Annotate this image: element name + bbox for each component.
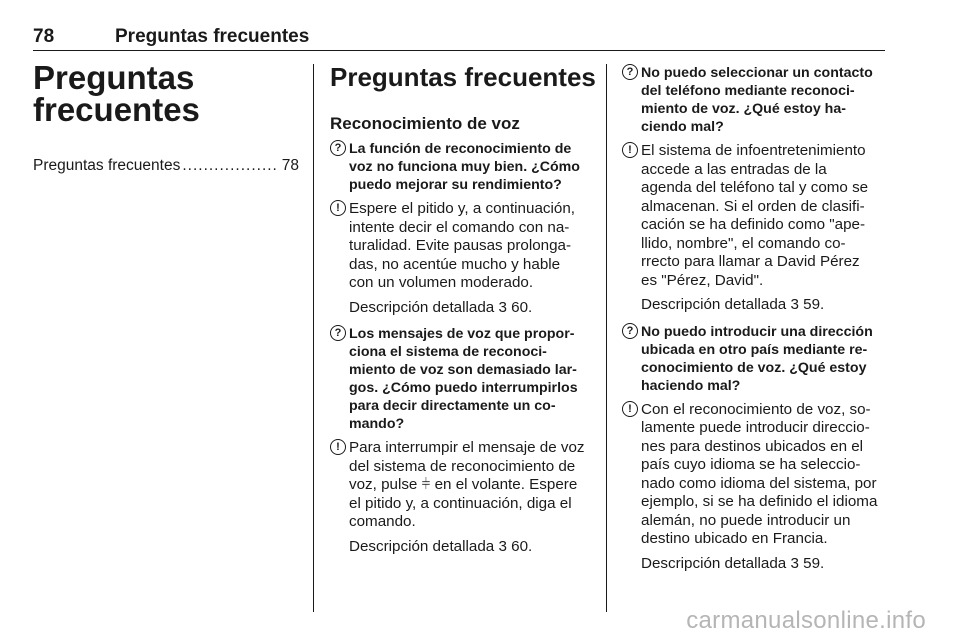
answer-line: Con el reconocimiento de voz, so- [641, 400, 871, 418]
toc-entry[interactable] [33, 157, 299, 175]
chapter-title-line: Preguntas [33, 59, 195, 96]
chapter-title-line: frecuentes [33, 91, 200, 128]
answer-line: el pitido y, a continuación, diga el [349, 494, 572, 512]
answer-line: en el volante. Espere [434, 476, 578, 493]
column-divider-2 [606, 64, 607, 612]
answer-line: del sistema de reconocimiento de [349, 457, 576, 475]
question-block [330, 325, 592, 433]
toc-leader-dots: .................. [182, 157, 278, 174]
answer-line: alemán, no puede introducir un [641, 511, 851, 529]
answer-line: Para interrumpir el mensaje de voz [349, 439, 585, 456]
reference-page: 59. [803, 296, 825, 313]
cross-reference[interactable] [330, 538, 592, 557]
question-circle-icon: ? [330, 140, 346, 156]
cross-reference[interactable] [622, 296, 886, 315]
running-title: Preguntas frecuentes [115, 26, 310, 47]
question-circle-icon: ? [622, 64, 638, 80]
exclamation-circle-icon: ! [330, 439, 346, 455]
question-line: miento de voz. ¿Qué estoy ha- [641, 101, 846, 117]
page-header [33, 26, 885, 51]
answer-line: agenda del teléfono tal y como se [641, 179, 869, 196]
reference-text: Descripción detallada [349, 298, 495, 316]
answer-line: ejemplo, si se ha definido el idioma [641, 493, 878, 510]
question-line: para decir directamente un co- [349, 398, 556, 414]
question-line: No puedo introducir una dirección [641, 323, 873, 340]
answer-line: Espere el pitido y, a continuación, [349, 200, 575, 217]
reference-text: Descripción detallada [641, 296, 787, 313]
cross-reference[interactable] [330, 299, 592, 318]
question-line: haciendo mal? [641, 377, 741, 394]
answer-block [330, 200, 592, 293]
content-column-1 [330, 62, 596, 564]
question-line: puedo mejorar su rendimiento? [349, 177, 562, 193]
answer-line: nes para destinos ubicados en el [641, 437, 864, 455]
answer-line: turalidad. Evite pausas prolonga- [349, 237, 572, 254]
section-title: Preguntas frecuentes [330, 62, 596, 92]
chapter-title [33, 59, 299, 128]
answer-line: intente decir el comando con na- [349, 218, 570, 236]
question-circle-icon: ? [622, 323, 638, 339]
reference-arrow-icon: 3 [498, 537, 507, 555]
chapter-column [33, 59, 299, 175]
question-block [622, 64, 886, 136]
watermark: carmanualsonline.info [686, 607, 926, 634]
answer-line: destino ubicado en Francia. [641, 530, 828, 547]
reference-arrow-icon: 3 [498, 298, 507, 316]
reference-text: Descripción detallada [349, 537, 495, 555]
question-line: Los mensajes de voz que propor- [349, 326, 575, 342]
answer-line: El sistema de infoentretenimiento [641, 142, 866, 159]
reference-page: 60. [511, 537, 533, 555]
question-line: conocimiento de voz. ¿Qué estoy [641, 359, 867, 376]
answer-line: es "Pérez, David". [641, 271, 764, 289]
answer-line: almacenan. Si el orden de clasifi- [641, 197, 865, 215]
question-line: del teléfono mediante reconoci- [641, 83, 855, 99]
subsection-title: Reconocimiento de voz [330, 114, 520, 133]
reference-text: Descripción detallada [641, 554, 787, 572]
answer-line: rrecto para llamar a David Pérez [641, 253, 860, 270]
answer-line: comando. [349, 513, 416, 530]
exclamation-circle-icon: ! [330, 200, 346, 216]
cross-reference[interactable] [622, 555, 886, 574]
answer-line: lamente puede introducir direccio- [641, 419, 870, 436]
answer-line: voz, pulse [349, 476, 418, 493]
answer-line: nado como idioma del sistema, por [641, 474, 877, 492]
question-line: gos. ¿Cómo puedo interrumpirlos [349, 380, 578, 396]
reference-arrow-icon: 3 [790, 554, 799, 572]
column-divider-1 [313, 64, 314, 612]
reference-page: 60. [511, 298, 533, 316]
answer-line: das, no acentúe mucho y hable [349, 255, 561, 273]
question-line: No puedo seleccionar un contacto [641, 65, 873, 81]
answer-block [622, 401, 886, 549]
answer-block [622, 142, 886, 290]
toc-page: 78 [281, 157, 299, 174]
question-line: mando? [349, 416, 405, 432]
exclamation-circle-icon: ! [622, 401, 638, 417]
reference-page: 59. [803, 554, 825, 572]
question-line: voz no funciona muy bien. ¿Cómo [349, 159, 580, 175]
question-line: ciendo mal? [641, 119, 724, 135]
question-line: ubicada en otro país mediante re- [641, 341, 868, 358]
answer-line: país cuyo idioma se ha seleccio- [641, 456, 861, 473]
question-block [622, 323, 886, 395]
content-column-2 [622, 64, 886, 581]
question-circle-icon: ? [330, 325, 346, 341]
answer-block [330, 439, 592, 532]
question-line: La función de reconocimiento de [349, 141, 572, 157]
answer-line: cación se ha definido como "ape- [641, 216, 866, 233]
answer-line: accede a las entradas de la [641, 160, 827, 178]
answer-line: con un volumen moderado. [349, 274, 534, 291]
voice-control-icon: ⫩ [421, 476, 431, 493]
question-line: miento de voz son demasiado lar- [349, 362, 577, 378]
page-number: 78 [33, 26, 55, 47]
reference-arrow-icon: 3 [790, 296, 799, 313]
exclamation-circle-icon: ! [622, 142, 638, 158]
toc-label: Preguntas frecuentes [33, 157, 181, 174]
question-line: ciona el sistema de reconoci- [349, 344, 547, 360]
answer-line: llido, nombre", el comando co- [641, 234, 846, 252]
question-block [330, 140, 592, 194]
